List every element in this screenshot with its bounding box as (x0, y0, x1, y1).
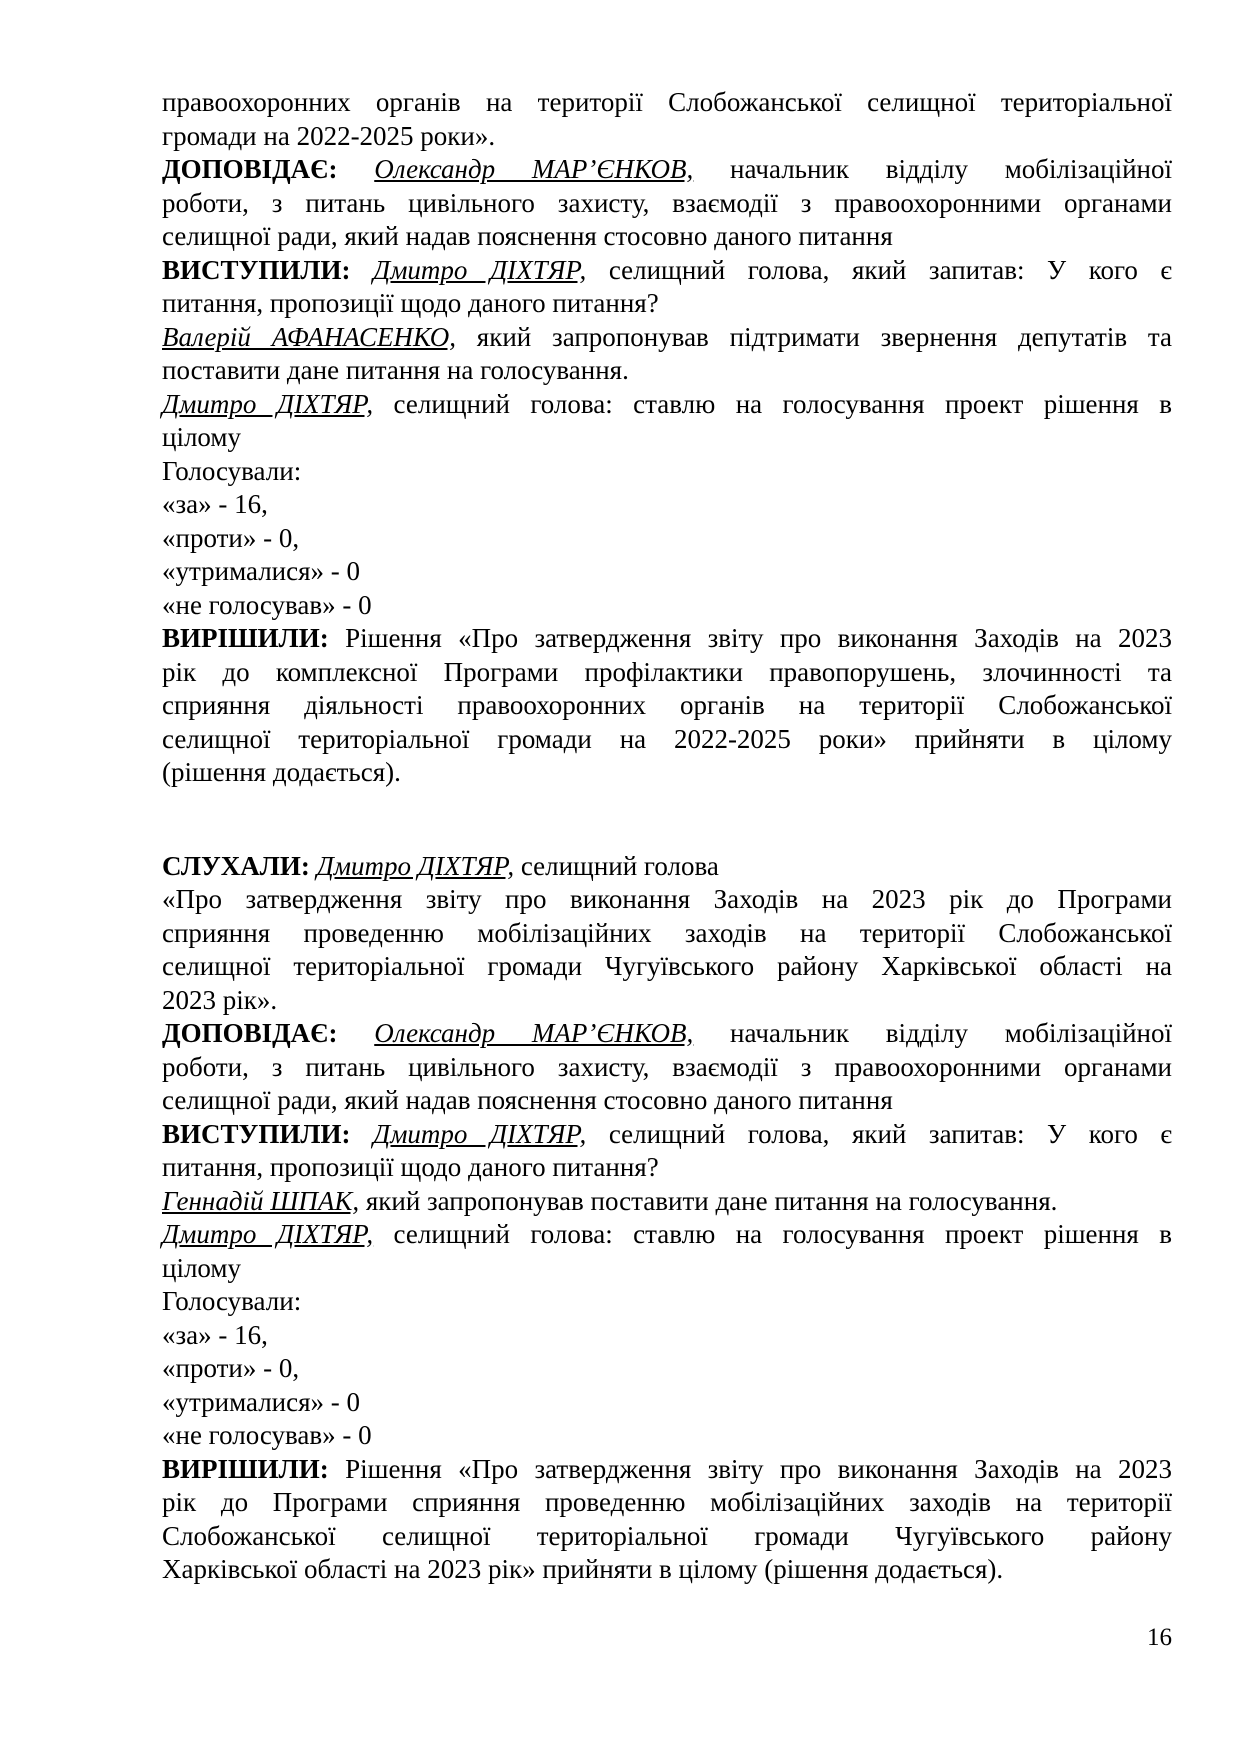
speaker-name: Дмитро ДІХТЯР, (373, 1118, 587, 1149)
speaker-name: Дмитро ДІХТЯР, (162, 1219, 374, 1249)
vote-against: «проти» - 0, (162, 522, 300, 553)
speaker-line (162, 321, 1172, 355)
vote-for: «за» - 16, (162, 489, 268, 519)
heard-label: СЛУХАЛИ: (162, 850, 310, 881)
text-line: сприяння діяльності правоохоронних органів на території Слобожанської (162, 690, 1172, 720)
text-line: сприяння проведенню мобілізаційних заходів на території Слобожанської (162, 917, 1172, 948)
speaker-line (162, 1218, 1172, 1252)
decision-line (162, 1453, 1172, 1487)
vote-for: «за» - 16, (162, 1319, 268, 1350)
decision-label: ВИРІШИЛИ: (162, 1453, 329, 1484)
page-number: 16 (1147, 1624, 1172, 1651)
vote-title: Голосували: (162, 1286, 302, 1316)
text-line: 2023 рік». (162, 984, 278, 1015)
speaker-name: Дмитро ДІХТЯР, (162, 388, 374, 419)
text-line: правоохоронних органів на території Слобожанської селищної територіальної (162, 87, 1172, 117)
speaker-line (162, 388, 1172, 422)
speaker-text: селищний голова, який запитав: У кого є (586, 254, 1173, 285)
vote-not-voted: «не голосував» - 0 (162, 1420, 372, 1450)
speakers-line (162, 1118, 1172, 1152)
speakers-label: ВИСТУПИЛИ: (162, 1118, 351, 1149)
text-line: рік до комплексної Програми профілактики правопорушень, злочинності та (162, 656, 1172, 687)
text-line: роботи, з питань цивільного захисту, взаємодії з правоохоронними органами (162, 187, 1172, 218)
heard-text: селищний голова (514, 850, 719, 881)
text-line: цілому (162, 422, 241, 452)
speakers-line (162, 254, 1172, 288)
vote-abstained: «утрималися» - 0 (162, 556, 361, 586)
speaker-line (162, 1185, 1172, 1219)
vote-abstained: «утрималися» - 0 (162, 1386, 361, 1417)
speakers-label: ВИСТУПИЛИ: (162, 254, 351, 285)
reporter-name: Олександр МАР’ЄНКОВ, (374, 1018, 694, 1048)
reporter-text: начальник відділу мобілізаційної (693, 1018, 1172, 1048)
reporter-name: Олександр МАР’ЄНКОВ, (374, 154, 694, 184)
reporter-text: начальник відділу мобілізаційної (693, 154, 1172, 184)
speaker-name: Дмитро ДІХТЯР, (373, 254, 587, 285)
decision-label: ВИРІШИЛИ: (162, 623, 329, 653)
reporter-label: ДОПОВІДАЄ: (162, 154, 338, 184)
speaker-text: який запропонував підтримати звернення депутатів та (455, 321, 1173, 352)
heard-line (162, 850, 1172, 884)
section-gap (162, 790, 1172, 850)
text-line: цілому (162, 1252, 241, 1283)
text-line: селищної територіальної громади на 2022-2025 роки» прийняти в цілому (162, 723, 1172, 754)
text-line: Слобожанської селищної територіальної громади Чугуївського району (162, 1520, 1172, 1551)
text-line: питання, пропозиції щодо даного питання? (162, 1152, 659, 1182)
vote-not-voted: «не голосував» - 0 (162, 589, 372, 620)
document-body (162, 86, 1172, 1587)
speaker-text: селищний голова: ставлю на голосування проект рішення в (373, 1219, 1172, 1249)
text-line: поставити дане питання на голосування. (162, 355, 629, 385)
text-line: питання, пропозиції щодо даного питання? (162, 288, 659, 318)
text-line: громади на 2022-2025 роки». (162, 120, 496, 151)
text-line: (рішення додається). (162, 757, 401, 787)
reporter-line (162, 1017, 1172, 1051)
vote-title: Голосували: (162, 455, 302, 486)
text-line: рік до Програми сприяння проведенню мобілізаційних заходів на території (162, 1487, 1172, 1517)
reporter-label: ДОПОВІДАЄ: (162, 1018, 338, 1048)
decision-text: Рішення «Про затвердження звіту про виконання Заходів на 2023 (328, 1453, 1172, 1484)
decision-line (162, 622, 1172, 656)
speaker-name: Дмитро ДІХТЯР, (316, 850, 515, 881)
text-line: роботи, з питань цивільного захисту, взаємодії з правоохоронними органами (162, 1051, 1172, 1082)
text-line: селищної ради, який надав пояснення стосовно даного питання (162, 221, 893, 251)
reporter-line (162, 153, 1172, 187)
speaker-name: Геннадій ШПАК, (162, 1185, 360, 1216)
speaker-text: селищний голова, який запитав: У кого є (586, 1118, 1173, 1149)
text-line: селищної територіальної громади Чугуївського району Харківської області на (162, 951, 1172, 981)
vote-against: «проти» - 0, (162, 1353, 300, 1383)
speaker-name: Валерій АФАНАСЕНКО, (162, 321, 456, 352)
text-line: селищної ради, який надав пояснення стосовно даного питання (162, 1085, 893, 1115)
decision-text: Рішення «Про затвердження звіту про виконання Заходів на 2023 (328, 623, 1172, 653)
speaker-text: який запропонував поставити дане питання на голосування. (359, 1185, 1058, 1216)
text-line: «Про затвердження звіту про виконання Заходів на 2023 рік до Програми (162, 884, 1172, 914)
text-line: Харківської області на 2023 рік» прийняти в цілому (рішення додається). (162, 1554, 1004, 1584)
speaker-text: селищний голова: ставлю на голосування проект рішення в (373, 388, 1172, 419)
